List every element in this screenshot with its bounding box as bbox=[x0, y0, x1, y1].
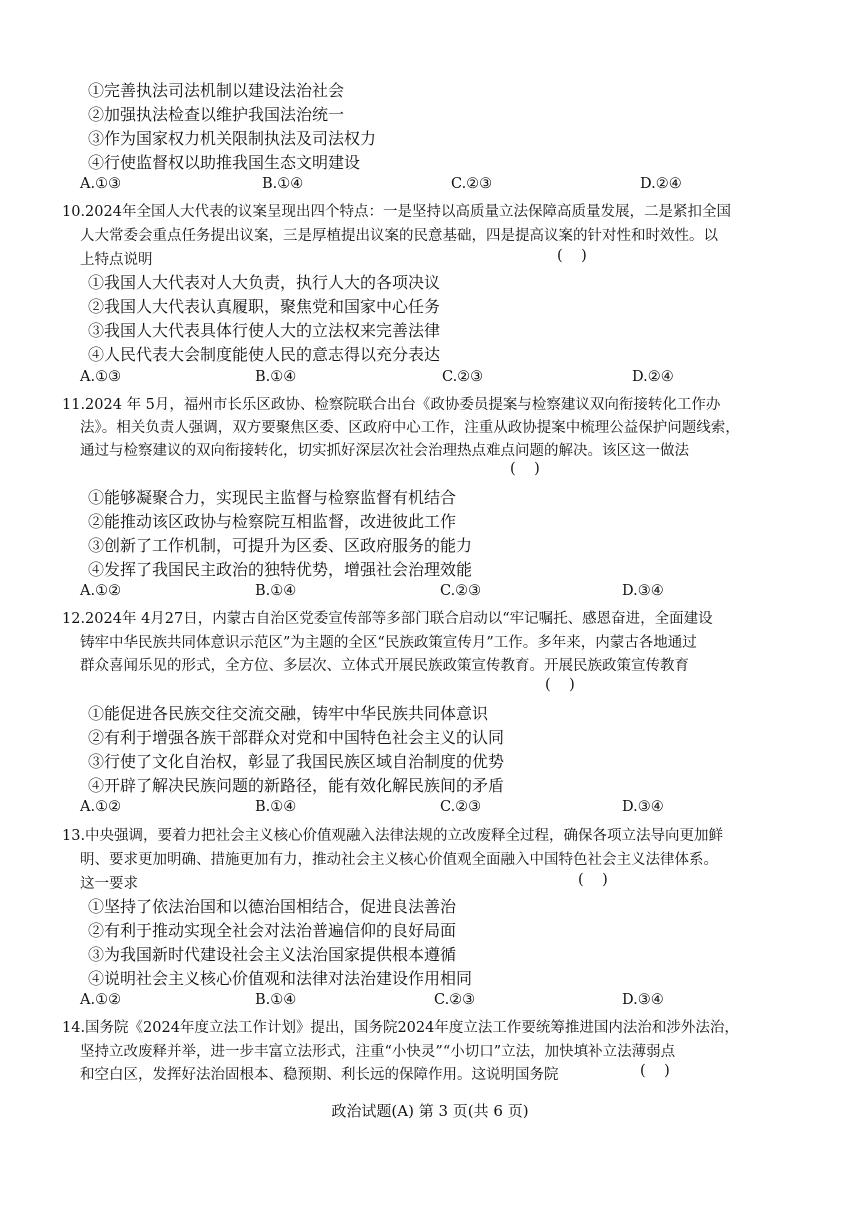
q11-option-2: ②能推动该区政协与检察院互相监督，改进彼此工作 bbox=[88, 512, 457, 531]
q13-stem-line-1: 13.中央强调，要着力把社会主义核心价值观融入法律法规的立改废释全过程，确保各项立法导向更加鲜 bbox=[62, 828, 724, 844]
q12-stem-line-2: 铸牢中华民族共同体意识示范区”为主题的全区“民族政策宣传月”工作。多年来，内蒙古各地通过 bbox=[80, 635, 697, 651]
q13-choice-d: D.③④ bbox=[622, 992, 664, 1008]
q13-option-2: ②有利于推动实现全社会对法治普遍信仰的良好局面 bbox=[88, 921, 457, 940]
q11-choice-c: C.②③ bbox=[440, 583, 482, 599]
q12-stem-line-1: 12.2024年 4月27日，内蒙古自治区党委宣传部等多部门联合启动以“牢记嘱托、感恩奋进，全面建设 bbox=[62, 611, 713, 627]
q12-choice-c: C.②③ bbox=[440, 799, 482, 815]
q10-option-3: ③我国人大代表具体行使人大的立法权来完善法律 bbox=[88, 321, 441, 340]
q10-option-4: ④人民代表大会制度能使人民的意志得以充分表达 bbox=[88, 345, 441, 364]
q13-choice-c: C.②③ bbox=[434, 992, 476, 1008]
q12-choice-b: B.①④ bbox=[255, 799, 297, 815]
q11-stem-line-1: 11.2024 年 5月，福州市长乐区政协、检察院联合出台《政协委员提案与检察建议双向衔接转化工作办 bbox=[62, 397, 721, 413]
q11-stem-line-3: 通过与检察建议的双向衔接转化，切实抓好深层次社会治理热点难点问题的解决。该区这一做法 bbox=[80, 443, 689, 459]
q12-option-1: ①能促进各民族交往交流交融，铸牢中华民族共同体意识 bbox=[88, 704, 489, 723]
q11-stem-line-2: 法》。相关负责人强调，双方要聚焦区委、区政府中心工作，注重从政协提案中梳理公益保护问题线索， bbox=[80, 420, 740, 436]
q12-choice-a: A.①② bbox=[80, 799, 122, 815]
q10-choice-c: C.②③ bbox=[442, 369, 484, 385]
q11-answer-blank: ( ) bbox=[510, 461, 540, 477]
q14-stem-line-3: 和空白区，发挥好法治固根本、稳预期、利长远的保障作用。这说明国务院 bbox=[80, 1067, 559, 1083]
q11-choice-a: A.①② bbox=[80, 583, 122, 599]
q12-option-4: ④开辟了解决民族问题的新路径，能有效化解民族间的矛盾 bbox=[88, 776, 505, 795]
q10-option-2: ②我国人大代表认真履职，聚焦党和国家中心任务 bbox=[88, 297, 441, 316]
q9-choice-c: C.②③ bbox=[451, 176, 493, 192]
q13-answer-blank: ( ) bbox=[578, 872, 608, 888]
q13-option-3: ③为我国新时代建设社会主义法治国家提供根本遵循 bbox=[88, 945, 457, 964]
page-footer: 政治试题(A) 第 3 页(共 6 页) bbox=[331, 1102, 529, 1120]
q10-stem-line-1: 10.2024年全国人大代表的议案呈现出四个特点：一是坚持以高质量立法保障高质量发展，二是紧扣全国 bbox=[62, 204, 731, 220]
q11-choice-b: B.①④ bbox=[255, 583, 297, 599]
q9-choice-a: A.①③ bbox=[80, 176, 122, 192]
q11-option-1: ①能够凝聚合力，实现民主监督与检察监督有机结合 bbox=[88, 488, 457, 507]
q9-choice-b: B.①④ bbox=[262, 176, 304, 192]
q10-choice-b: B.①④ bbox=[255, 369, 297, 385]
q12-choice-d: D.③④ bbox=[622, 799, 664, 815]
q10-stem-line-2: 人大常委会重点任务提出议案，三是厚植提出议案的民意基础，四是提高议案的针对性和时效性。以 bbox=[80, 228, 718, 244]
q13-option-1: ①坚持了依法治国和以德治国相结合，促进良法善治 bbox=[88, 897, 457, 916]
q14-stem-line-1: 14.国务院《2024年度立法工作计划》提出，国务院2024年度立法工作要统筹推进国内法治和涉外法治， bbox=[62, 1020, 739, 1036]
q11-option-4: ④发挥了我国民主政治的独特优势，增强社会治理效能 bbox=[88, 560, 473, 579]
q13-choice-b: B.①④ bbox=[255, 992, 297, 1008]
q14-stem-line-2: 坚持立改废释并举，进一步丰富立法形式，注重“小快灵”“小切口”立法，加快填补立法薄弱点 bbox=[80, 1044, 676, 1060]
q10-stem-line-3: 上特点说明 bbox=[80, 252, 153, 268]
q9-choice-d: D.②④ bbox=[640, 176, 682, 192]
q9-option-3: ③作为国家权力机关限制执法及司法权力 bbox=[88, 129, 377, 148]
q10-option-1: ①我国人大代表对人大负责，执行人大的各项决议 bbox=[88, 273, 441, 292]
q9-option-1: ①完善执法司法机制以建设法治社会 bbox=[88, 81, 345, 100]
q9-option-2: ②加强执法检查以维护我国法治统一 bbox=[88, 105, 345, 124]
q10-answer-blank: ( ) bbox=[557, 248, 587, 264]
q11-option-3: ③创新了工作机制，可提升为区委、区政府服务的能力 bbox=[88, 536, 473, 555]
q12-answer-blank: ( ) bbox=[545, 677, 575, 693]
q10-choice-a: A.①③ bbox=[80, 369, 122, 385]
q12-stem-line-3: 群众喜闻乐见的形式，全方位、多层次、立体式开展民族政策宣传教育。开展民族政策宣传教育 bbox=[80, 658, 689, 674]
q11-choice-d: D.③④ bbox=[622, 583, 664, 599]
q13-option-4: ④说明社会主义核心价值观和法律对法治建设作用相同 bbox=[88, 969, 473, 988]
q12-option-2: ②有利于增强各族干部群众对党和中国特色社会主义的认同 bbox=[88, 728, 505, 747]
q13-choice-a: A.①② bbox=[80, 992, 122, 1008]
q9-option-4: ④行使监督权以助推我国生态文明建设 bbox=[88, 153, 361, 172]
q12-option-3: ③行使了文化自治权，彰显了我国民族区域自治制度的优势 bbox=[88, 752, 505, 771]
q10-choice-d: D.②④ bbox=[632, 369, 674, 385]
q13-stem-line-2: 明、要求更加明确、措施更加有力，推动社会主义核心价值观全面融入中国特色社会主义法律体系。 bbox=[80, 852, 718, 868]
q14-answer-blank: ( ) bbox=[640, 1063, 670, 1079]
q13-stem-line-3: 这一要求 bbox=[80, 876, 138, 892]
